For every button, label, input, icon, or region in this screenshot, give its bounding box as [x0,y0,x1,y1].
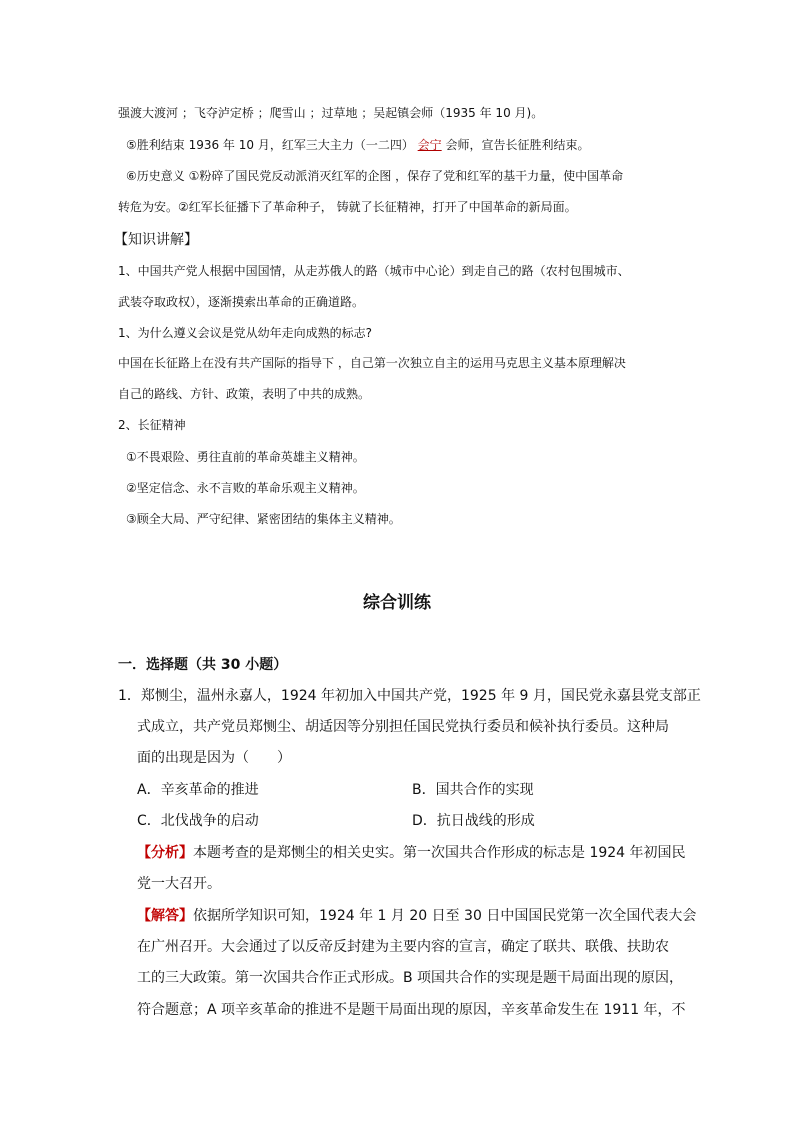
knowledge-point-1a: 1、中国共产党人根据中国国情，从走苏俄人的路（城市中心论）到走自己的路（农村包围城市、 [118,264,630,278]
spirit-item-1: ①不畏艰险、勇往直前的革命英雄主义精神。 [126,450,365,464]
knowledge-question-2: 2、长征精神 [118,418,186,432]
significance-line-1: ⑥历史意义 ①粉碎了国民党反动派消灭红军的企图 ，保存了党和红军的基干力量，使中国革命 [126,169,624,183]
option-a: A．辛亥革命的推进 [137,782,259,798]
option-d: D．抗日战线的形成 [412,813,535,829]
spirit-item-3: ③顾全大局、严守纪律、紧密团结的集体主义精神。 [126,512,401,526]
knowledge-point-1b: 武装夺取政权），逐渐摸索出革命的正确道路。 [118,295,365,309]
analysis-text-1: 本题考查的是郑恻尘的相关史实。第一次国共合作形成的标志是 1924 年初国民 [193,845,686,861]
option-b: B．国共合作的实现 [412,782,534,798]
analysis-line-1 [137,842,686,862]
analysis-line-2: 党一大召开。 [137,876,221,892]
march-end-text: ⑤胜利结束 1936 年 10 月，红军三大主力（一二四） [126,138,414,152]
march-end-text-2: 会师，宣告长征胜利结束。 [445,138,590,152]
part-heading: 一．选择题（共 30 小题） [118,657,288,673]
knowledge-answer-1b: 自己的路线、方针、政策，表明了中共的成熟。 [118,387,371,401]
answer-line-2: 在广州召开。大会通过了以反帝反封建为主要内容的宣言，确定了联共、联俄、扶助农 [137,939,669,955]
analysis-tag: 【分析】 [137,845,193,861]
question-text-2: 式成立，共产党员郑恻尘、胡适因等分别担任国民党执行委员和候补执行委员。这种局 [137,719,669,735]
knowledge-question-1: 1、为什么遵义会议是党从幼年走向成熟的标志? [118,326,373,340]
option-c: C．北伐战争的启动 [137,813,259,829]
answer-line-4: 符合题意；A 项辛亥革命的推进不是题干局面出现的原因，辛亥革命发生在 1911 年，不 [137,1002,686,1018]
question-text-3: 面的出现是因为（ ） [137,750,291,766]
huining-link-text: 会宁 [417,138,442,152]
section-title: 综合训练 [363,593,431,613]
answer-tag: 【解答】 [137,908,193,924]
march-route-line: 强渡大渡河 ；飞夺泸定桥 ；爬雪山 ；过草地 ；吴起镇会师（1935 年 10 月)。 [118,106,544,120]
answer-line-1 [137,905,696,925]
march-end-line [126,136,590,153]
answer-line-3: 工的三大政策。第一次国共合作正式形成。B 项国共合作的实现是题干局面出现的原因， [137,970,684,986]
answer-text-1: 依据所学知识可知，1924 年 1 月 20 日至 30 日中国国民党第一次全国代表大会 [193,908,697,924]
spirit-item-2: ②坚定信念、永不言败的革命乐观主义精神。 [126,481,365,495]
knowledge-answer-1a: 中国在长征路上在没有共产国际的指导下 ，自己第一次独立自主的运用马克思主义基本原理解决 [118,356,626,370]
knowledge-heading: 【知识讲解】 [114,232,198,248]
significance-line-2: 转危为安。②红军长征播下了革命种子， 铸就了长征精神，打开了中国革命的新局面。 [118,200,577,214]
question-text-1: 1．郑恻尘，温州永嘉人，1924 年初加入中国共产党，1925 年 9 月，国民党永嘉县党支部正 [118,688,701,704]
